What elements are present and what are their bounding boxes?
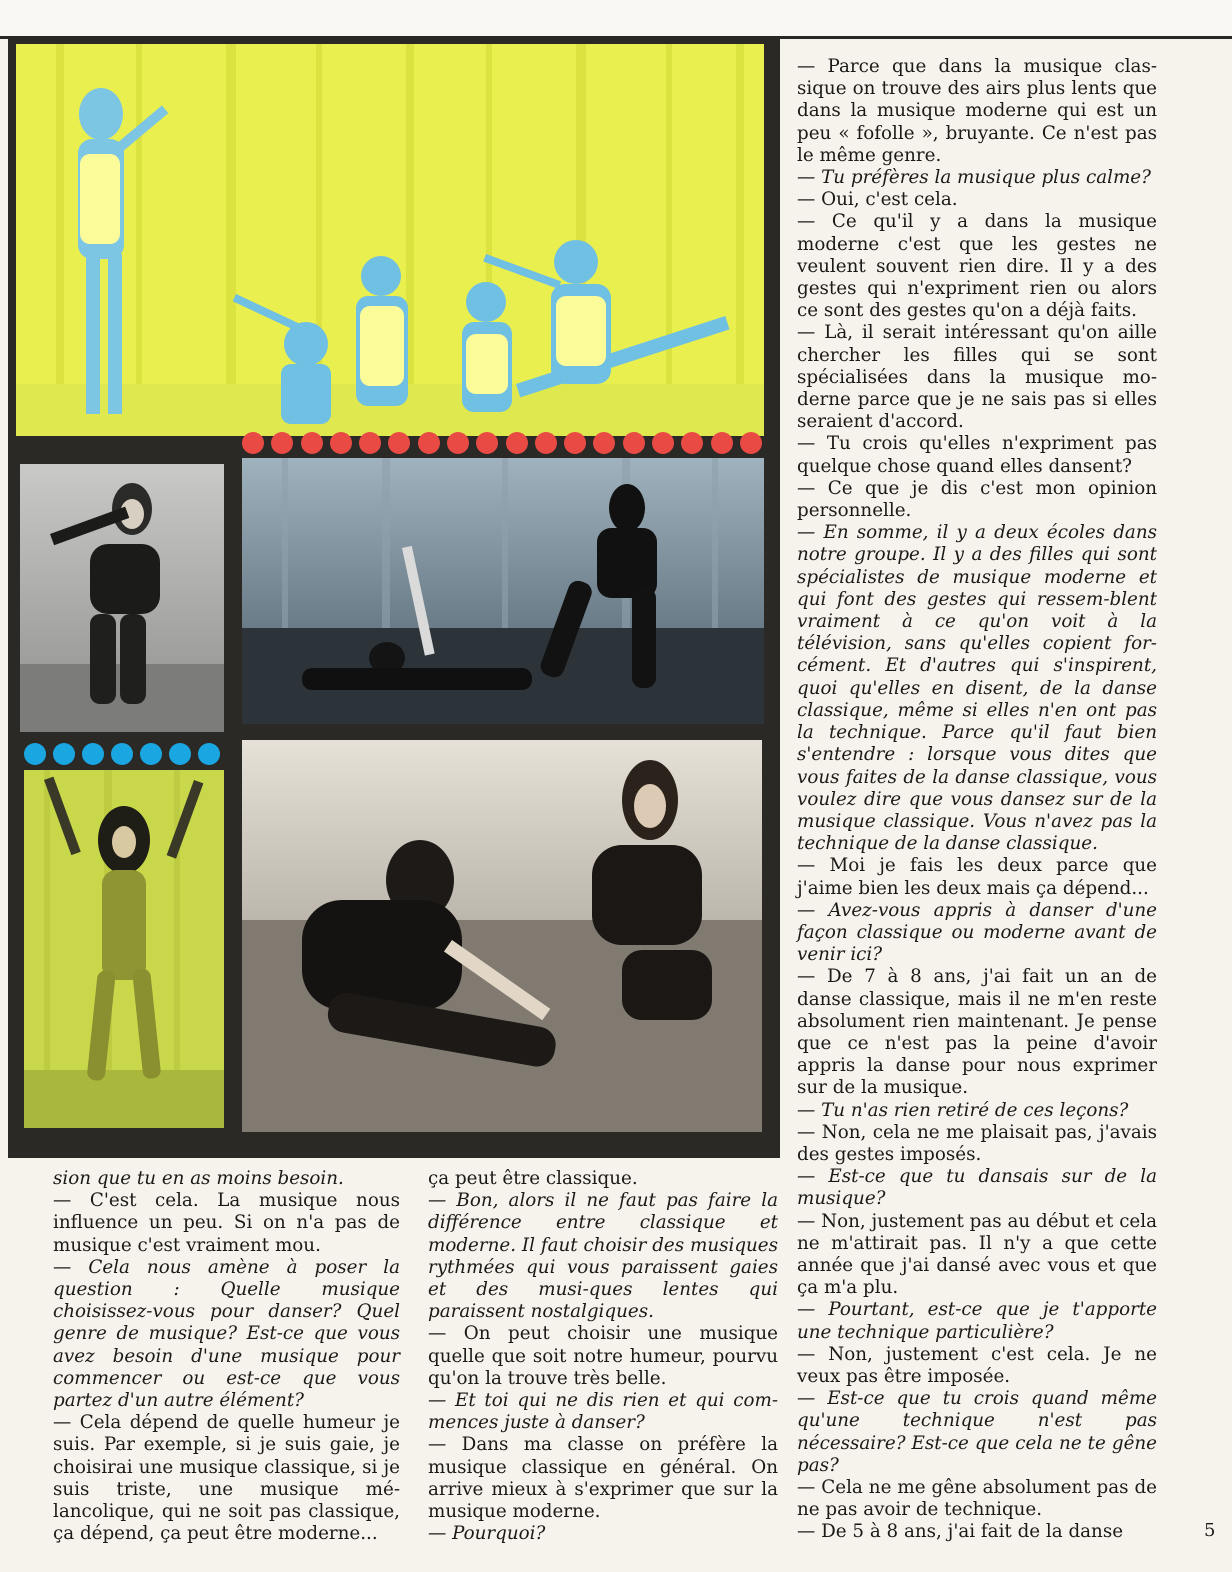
dot	[535, 432, 557, 454]
paragraph: — C'est cela. La musique nous influence un peu. Si on n'a pas de musique c'est vraiment mou.	[53, 1190, 400, 1256]
red-dot-strip	[238, 431, 766, 455]
dot	[418, 432, 440, 454]
dot	[506, 432, 528, 454]
dot	[388, 432, 410, 454]
dot	[476, 432, 498, 454]
paragraph: — Cela ne me gêne absolument pas de ne pas avoir de technique.	[797, 1477, 1157, 1521]
dot	[53, 743, 75, 765]
top-rule	[0, 0, 1232, 39]
dot	[169, 743, 191, 765]
paragraph: — Oui, c'est cela.	[797, 189, 958, 211]
paragraph: — Tu crois qu'elles n'expriment pas quelque chose quand elles dansent?	[797, 433, 1157, 477]
paragraph: — Pourtant, est-ce que je t'apporte une technique particulière?	[797, 1299, 1157, 1343]
paragraph: — Parce que dans la musique clas-sique on trouve des airs plus lents que dans la musique moderne qui est un peu « fofolle », bruyante. Ce n'est pas le même genre.	[797, 56, 1157, 166]
dot	[359, 432, 381, 454]
text-column-bottom-middle	[428, 1168, 778, 1545]
paragraph: — En somme, il y a deux écoles dans notre groupe. Il y a des filles qui sont spécialistes de musique moderne et qui font des gestes qui ressem-blent vraiment à ce qu'on voit à la télévision, sans qu'elles copient for-cément. Et d'autres qui s'inspirent, quoi qu'elles en disent, de la danse classique, même si elles n'en ont pas la technique. Parce qu'il faut bien s'entendre : lorsque vous dites que vous faites de la danse classique, vous voulez dire que vous dansez sur de la musique classique. Vous n'avez pas la technique de la danse classique.	[797, 522, 1157, 855]
photo-dancers-group-duotone	[16, 44, 764, 436]
paragraph: ça peut être classique.	[428, 1168, 638, 1189]
dot	[140, 743, 162, 765]
text-column-bottom-left	[53, 1168, 400, 1545]
paragraph: — Est-ce que tu dansais sur de la musique?	[797, 1166, 1157, 1210]
paragraph: — De 5 à 8 ans, j'ai fait de la danse	[797, 1521, 1124, 1543]
dot	[593, 432, 615, 454]
paragraph: — Ce que je dis c'est mon opinion personnelle.	[797, 477, 1157, 522]
text-column-right	[797, 56, 1157, 1544]
paragraph: — Avez-vous appris à danser d'une façon classique ou moderne avant de venir ici?	[797, 899, 1157, 966]
paragraph: — Est-ce que tu crois quand même qu'une technique n'est pas nécessaire? Est-ce que cela ne te gêne pas?	[797, 1388, 1157, 1476]
paragraph: — Moi je fais les deux parce que j'aime bien les deux mais ça dépend...	[797, 855, 1157, 899]
paragraph: sion que tu en as moins besoin.	[53, 1168, 344, 1189]
page-number: 5	[1204, 1520, 1216, 1541]
dot	[623, 432, 645, 454]
photo-two-dancers-floor	[242, 458, 764, 724]
paragraph: — Ce qu'il y a dans la musique moderne c'est que les gestes ne veulent souvent rien dire. Il y a des gestes qui n'expriment rien ou alors ce sont des gestes qu'on a déjà faits.	[797, 211, 1157, 322]
paragraph: — Cela dépend de quelle humeur je suis. Par exemple, si je suis gaie, je choisirai une musique classique, si je suis triste, une musique mé-lancolique, qui ne soit pas classique, ça dépend, ça peut être moderne...	[53, 1412, 400, 1545]
photo-collage-frame	[8, 38, 780, 1158]
paragraph: — Bon, alors il ne faut pas faire la différence entre classique et moderne. Il faut choisir des musiques rythmées qui vous paraissent gaies et des musi-ques lentes qui paraissent nostalgiques.	[428, 1190, 778, 1323]
paragraph: — Non, justement pas au début et cela ne m'attirait pas. Il n'y a que cette année que j'ai dansé avec vous et que ça m'a plu.	[797, 1210, 1157, 1299]
paragraph: — Tu préfères la musique plus calme?	[797, 167, 1151, 189]
dot	[111, 743, 133, 765]
paragraph: — Dans ma classe on préfère la musique classique en général. On arrive mieux à s'exprimer que sur la musique moderne.	[428, 1434, 778, 1523]
paragraph: — Là, il serait intéressant qu'on aille chercher les filles qui se sont spécialisées dans la musique mo-derne parce que je ne sais pas si elles seraient d'accord.	[797, 322, 1157, 433]
paragraph: — Et toi qui ne dis rien et qui com-mences juste à danser?	[428, 1390, 778, 1434]
paragraph: — On peut choisir une musique quelle que soit notre humeur, pourvu qu'on la trouve très belle.	[428, 1323, 778, 1389]
paragraph: — Tu n'as rien retiré de ces leçons?	[797, 1099, 1129, 1121]
dot	[198, 743, 220, 765]
dot	[301, 432, 323, 454]
paragraph: — Pourquoi?	[428, 1523, 546, 1545]
dot	[271, 432, 293, 454]
dot	[564, 432, 586, 454]
paragraph: — De 7 à 8 ans, j'ai fait un an de danse classique, mais il ne m'en reste absolument rien maintenant. Je pense que ce n'est pas la peine d'avoir appris la danse pour nous exprimer sur de la musique.	[797, 966, 1157, 1099]
paragraph: — Non, justement c'est cela. Je ne veux pas être imposée.	[797, 1343, 1157, 1387]
dot	[242, 432, 264, 454]
dot	[652, 432, 674, 454]
paragraph: — Cela nous amène à poser la question : Quelle musique choisissez-vous pour danser? Quel genre de musique? Est-ce que vous avez besoin d'une musique pour commencer ou est-ce que vous partez d'un autre élément?	[53, 1256, 400, 1412]
paragraph: — Non, cela ne me plaisait pas, j'avais des gestes imposés.	[797, 1121, 1157, 1165]
dot	[330, 432, 352, 454]
dot	[681, 432, 703, 454]
dot	[24, 743, 46, 765]
dot	[711, 432, 733, 454]
photo-two-dancers-seated	[242, 740, 762, 1132]
dot	[82, 743, 104, 765]
dot	[447, 432, 469, 454]
photo-dancer-arms-raised	[24, 770, 224, 1128]
dot	[740, 432, 762, 454]
photo-dancer-crouching	[20, 464, 224, 732]
blue-dot-strip	[20, 742, 224, 766]
